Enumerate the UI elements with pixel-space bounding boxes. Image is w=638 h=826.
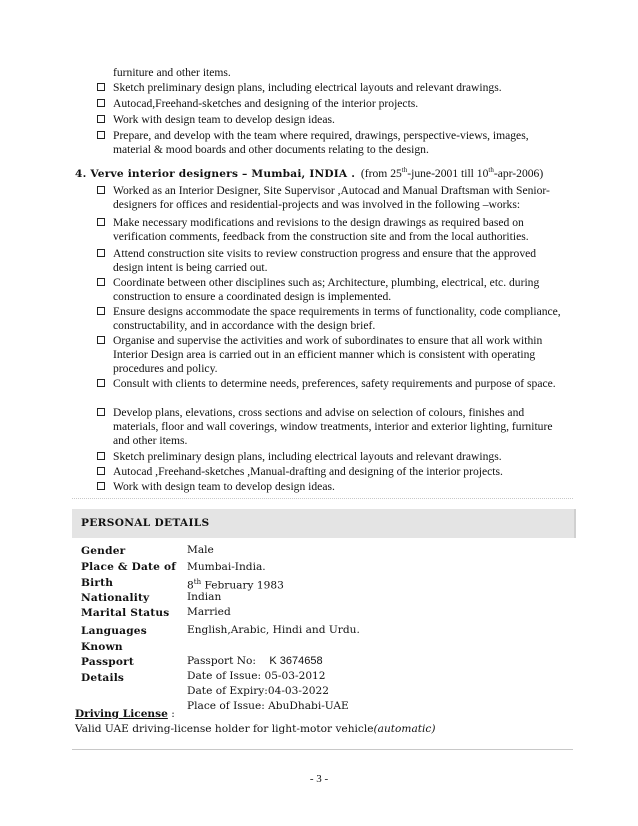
languages-value: English,Arabic, Hindi and Urdu.	[187, 624, 360, 636]
checkbox-bullet-icon	[97, 336, 105, 344]
nationality-label: Nationality	[81, 592, 150, 604]
list-item	[97, 97, 577, 111]
marital-status-label: Marital Status	[81, 607, 170, 619]
list-item	[97, 81, 577, 95]
list-item-text: Consult with clients to determine needs, preferences, safety requirements and purpose of space.	[113, 377, 556, 390]
checkbox-bullet-icon	[97, 278, 105, 286]
checkbox-bullet-icon	[97, 83, 105, 91]
list-item-text: Sketch preliminary design plans, including electrical layouts and relevant drawings.	[113, 450, 502, 463]
list-item	[97, 129, 565, 157]
gender-value: Male	[187, 544, 214, 556]
languages-label: Languages Known	[81, 625, 147, 653]
list-item	[97, 450, 577, 464]
section-divider	[72, 498, 573, 499]
job-heading	[75, 163, 543, 181]
pob-value: Mumbai-India. 8th February 1983	[187, 561, 284, 592]
marital-status-value: Married	[187, 606, 231, 618]
checkbox-bullet-icon	[97, 408, 105, 416]
list-item-text: Autocad ,Freehand-sketches ,Manual-drafting and designing of the interior projects.	[113, 465, 503, 478]
checkbox-bullet-icon	[97, 186, 105, 194]
checkbox-bullet-icon	[97, 482, 105, 490]
list-item	[97, 247, 567, 275]
list-item-text: Work with design team to develop design ideas.	[113, 113, 335, 126]
list-item	[97, 406, 567, 448]
checkbox-bullet-icon	[97, 249, 105, 257]
list-item-text: Work with design team to develop design ideas.	[113, 480, 335, 493]
list-item-text: Prepare, and develop with the team where required, drawings, perspective-views, images, material & mood boards and other documents relating to the design.	[113, 129, 529, 156]
checkbox-bullet-icon	[97, 131, 105, 139]
list-item-text: Worked as an Interior Designer, Site Supervisor ,Autocad and Manual Draftsman with Senior-designers for offices and residential-projects and was involved in the following –works:	[113, 184, 550, 211]
list-item	[97, 334, 567, 376]
list-item	[97, 184, 567, 212]
list-item-text: Develop plans, elevations, cross sections and advise on selection of colours, finishes and materials, floor and wall coverings, window treatments, interior and exterior lighting, furniture and other items.	[113, 406, 553, 447]
pob-label: Place & Date of Birth	[81, 561, 176, 589]
page-number: - 3 -	[309, 773, 329, 785]
list-item	[97, 377, 567, 391]
checkbox-bullet-icon	[97, 379, 105, 387]
checkbox-bullet-icon	[97, 115, 105, 123]
continued-line	[113, 66, 231, 80]
list-item	[97, 465, 577, 479]
nationality-value: Indian	[187, 591, 222, 603]
list-item	[97, 305, 567, 333]
list-item-text: Autocad,Freehand-sketches and designing of the interior projects.	[113, 97, 419, 110]
checkbox-bullet-icon	[97, 452, 105, 460]
list-item-text: Organise and supervise the activities and work of subordinates to ensure that all work within Interior Design area is carried out in an efficient manner which is consistent with operating procedures and policy.	[113, 334, 543, 375]
gender-label: Gender	[81, 545, 126, 557]
checkbox-bullet-icon	[97, 467, 105, 475]
driving-license-text: Valid UAE driving-license holder for light-motor vehicle(automatic)	[75, 723, 436, 735]
passport-label: Passport Details	[81, 656, 135, 684]
footer-divider	[72, 749, 573, 750]
job-title: 4. Verve interior designers – Mumbai, INDIA .	[75, 167, 356, 180]
passport-details: Passport No: K 3674658 Date of Issue: 05-03-2012 Date of Expiry:04-03-2022 Place of Issue: AbuDhabi-UAE	[187, 655, 349, 712]
passport-number: K 3674658	[269, 655, 323, 667]
passport-place: Place of Issue: AbuDhabi-UAE	[187, 700, 349, 712]
passport-expiry: Date of Expiry:04-03-2022	[187, 685, 329, 697]
personal-details-title: PERSONAL DETAILS	[81, 517, 210, 529]
continued-line-text: furniture and other items.	[113, 66, 231, 79]
list-item-text: Sketch preliminary design plans, including electrical layouts and relevant drawings.	[113, 81, 502, 94]
list-item-text: Coordinate between other disciplines such as; Architecture, plumbing, electrical, etc. during construction to ensure a coordinated design is implemented.	[113, 276, 540, 303]
list-item	[97, 216, 567, 244]
checkbox-bullet-icon	[97, 99, 105, 107]
list-item-text: Ensure designs accommodate the space requirements in terms of functionality, code compliance, constructability, and in accordance with the design brief.	[113, 305, 561, 332]
list-item-text: Make necessary modifications and revisions to the design drawings as required based on verification comments, feedback from the construction site and from the local authorities.	[113, 216, 529, 243]
checkbox-bullet-icon	[97, 218, 105, 226]
list-item	[97, 276, 567, 304]
passport-issue: Date of Issue: 05-03-2012	[187, 670, 326, 682]
checkbox-bullet-icon	[97, 307, 105, 315]
list-item	[97, 480, 577, 494]
list-item-text: Attend construction site visits to review construction progress and ensure that the approved design intent is being carried out.	[113, 247, 537, 274]
driving-license-heading: Driving License :	[75, 708, 175, 720]
list-item	[97, 113, 577, 127]
job-dates: (from 25th-june-2001 till 10th-apr-2006)	[360, 166, 544, 180]
